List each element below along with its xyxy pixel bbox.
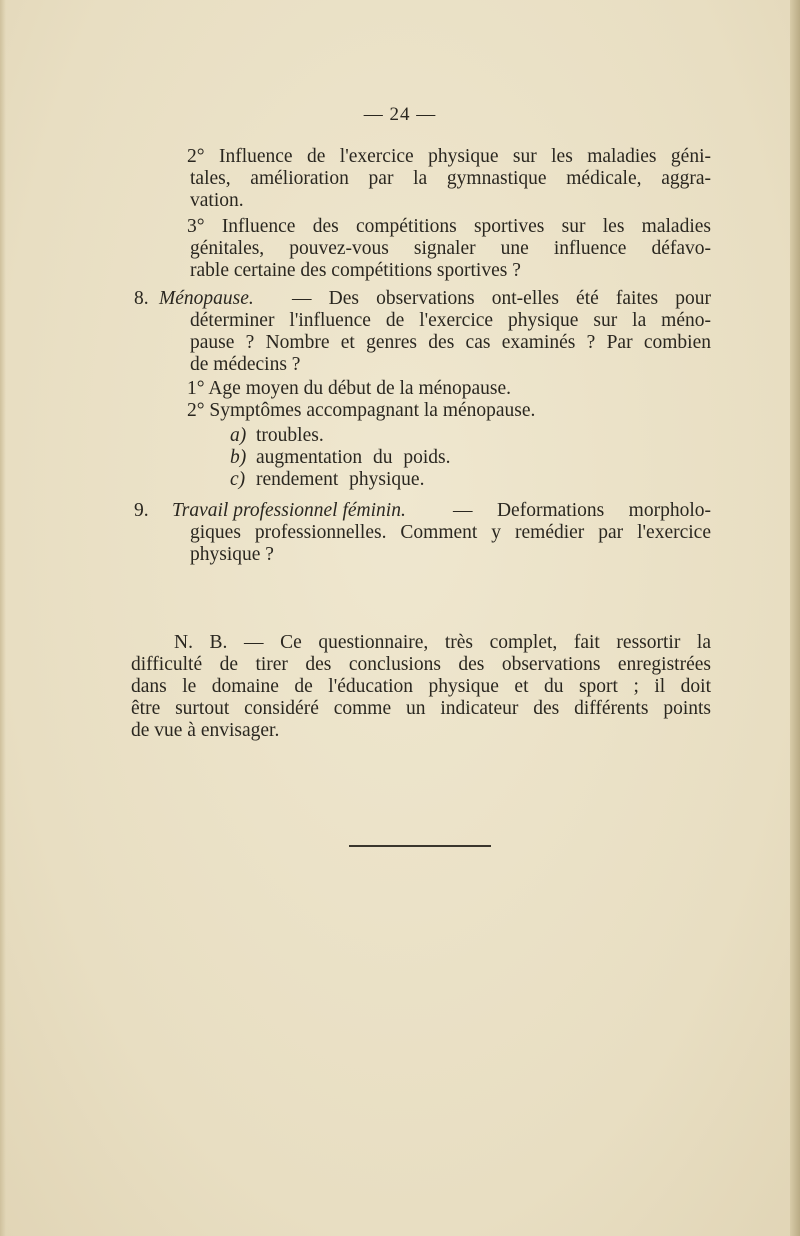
- nb-line-1: N. B. — Ce questionnaire, très complet, fait ressortir la: [174, 632, 711, 653]
- item-8-sub-b-label: b): [230, 447, 247, 468]
- item-9-number: 9.: [134, 500, 149, 521]
- item-8-sub-a-text: troubles.: [256, 425, 324, 446]
- item-7-point-2: [187, 146, 711, 212]
- item-8-body: [190, 288, 711, 376]
- nb-paragraph: [131, 632, 711, 742]
- item-8-line-1: — Des observations ont-elles été faites pour: [292, 288, 711, 309]
- item-8-sub-b-text: augmentation du poids.: [256, 447, 451, 468]
- item-8-line-2: déterminer l'influence de l'exercice physique sur la méno-: [190, 310, 711, 331]
- item-9-line-1: — Deformations morpholo-: [453, 500, 711, 521]
- nb-line-2: difficulté de tirer des conclusions des observations enregistrées: [131, 654, 711, 675]
- page-right-edge: [790, 0, 800, 1236]
- item-8-line-4: de médecins ?: [190, 354, 301, 375]
- item-8-sub-c-text: rendement physique.: [256, 469, 425, 490]
- item-7-point-3-line-3: rable certaine des compétitions sportives ?: [190, 260, 521, 281]
- item-7-point-3: [187, 216, 711, 282]
- item-8-number: 8.: [134, 288, 149, 309]
- item-9-body: [190, 500, 711, 566]
- item-8-title: Ménopause.: [159, 288, 254, 309]
- item-8-sub-2: 2° Symptômes accompagnant la ménopause.: [187, 400, 536, 421]
- item-9-line-2: giques professionnelles. Comment y remédier par l'exercice: [190, 522, 711, 543]
- item-7-point-2-line-1: 2° Influence de l'exercice physique sur les maladies géni-: [187, 146, 711, 167]
- item-8-sub-1: 1° Age moyen du début de la ménopause.: [187, 378, 512, 399]
- item-7-point-3-line-2: génitales, pouvez-vous signaler une influence défavo-: [190, 238, 711, 259]
- item-7-point-2-line-3: vation.: [190, 190, 244, 211]
- end-rule: [349, 845, 491, 847]
- nb-line-3: dans le domaine de l'éducation physique et du sport ; il doit: [131, 676, 711, 697]
- item-8-sub-a-label: a): [230, 425, 247, 446]
- nb-line-5: de vue à envisager.: [131, 720, 280, 741]
- item-7-point-2-line-2: tales, amélioration par la gymnastique médicale, aggra-: [190, 168, 711, 189]
- item-7-point-3-line-1: 3° Influence des compétitions sportives sur les maladies: [187, 216, 711, 237]
- item-8-sub-c-label: c): [230, 469, 246, 490]
- item-9-line-3: physique ?: [190, 544, 274, 565]
- nb-line-4: être surtout considéré comme un indicateur des différents points: [131, 698, 711, 719]
- page-number: — 24 —: [363, 104, 437, 125]
- item-9-title: Travail professionnel féminin.: [172, 500, 406, 521]
- item-8-line-3: pause ? Nombre et genres des cas examinés ? Par combien: [190, 332, 711, 353]
- page-left-shadow: [0, 0, 6, 1236]
